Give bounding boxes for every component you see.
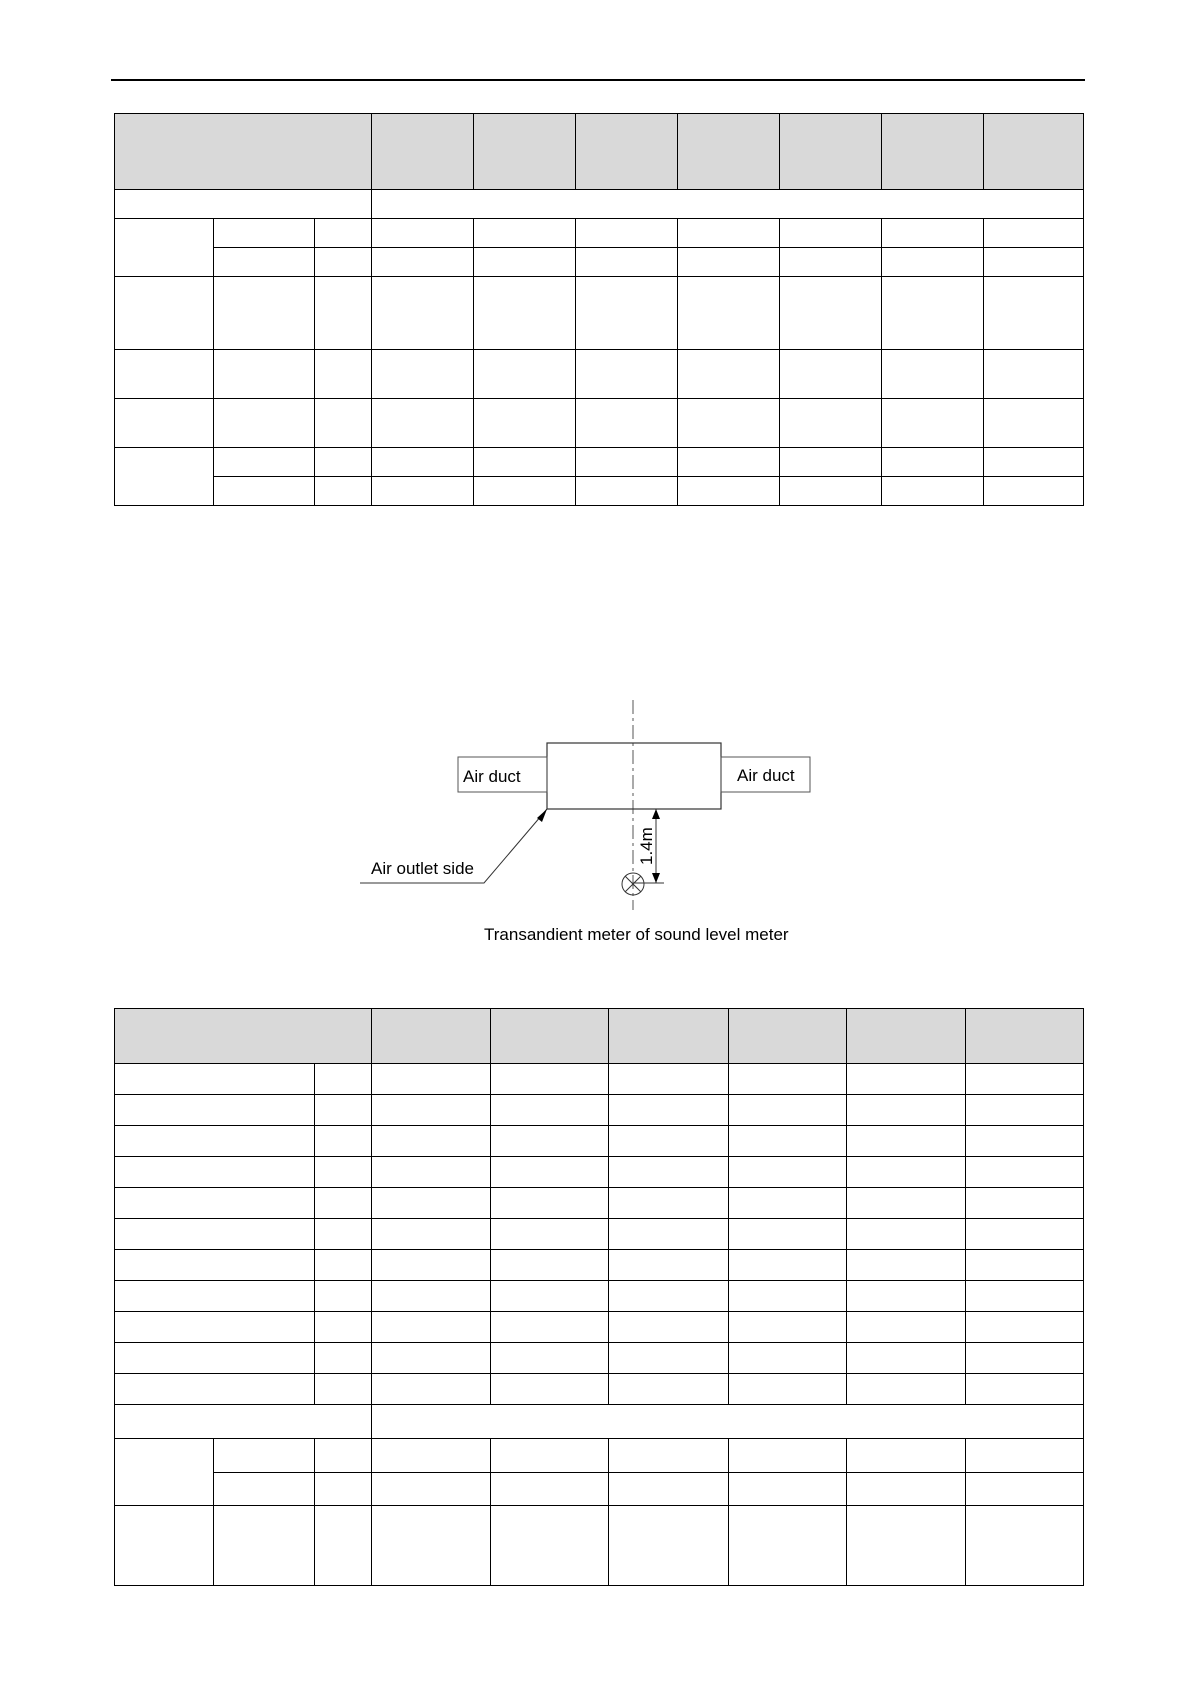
label-cell bbox=[115, 1343, 315, 1374]
unit-cell bbox=[315, 1281, 372, 1312]
value-cell bbox=[847, 1312, 966, 1343]
label-cell bbox=[115, 1312, 315, 1343]
value-cell bbox=[966, 1126, 1084, 1157]
value-cell bbox=[847, 1250, 966, 1281]
value-cell bbox=[678, 219, 780, 248]
value-cell bbox=[609, 1473, 729, 1506]
value-cell bbox=[966, 1188, 1084, 1219]
group-cell bbox=[115, 277, 214, 350]
value-cell bbox=[966, 1281, 1084, 1312]
table-row bbox=[115, 350, 1084, 399]
value-cell bbox=[491, 1281, 609, 1312]
table-row bbox=[115, 1126, 1084, 1157]
duct-right-label: Air duct bbox=[737, 766, 795, 785]
value-cell bbox=[372, 1157, 491, 1188]
value-cell bbox=[678, 350, 780, 399]
value-cell bbox=[780, 350, 882, 399]
label-cell bbox=[214, 1439, 315, 1473]
value-cell bbox=[729, 1281, 847, 1312]
label-cell bbox=[115, 1126, 315, 1157]
value-cell bbox=[576, 277, 678, 350]
value-cell bbox=[966, 1312, 1084, 1343]
label-cell bbox=[214, 1506, 315, 1586]
value-cell bbox=[678, 477, 780, 506]
value-cell bbox=[474, 477, 576, 506]
label-cell bbox=[115, 1157, 315, 1188]
value-cell bbox=[780, 277, 882, 350]
table-row bbox=[115, 248, 1084, 277]
header-cell bbox=[115, 1009, 372, 1064]
value-cell bbox=[984, 219, 1084, 248]
duct-left-label: Air duct bbox=[463, 767, 521, 786]
value-cell bbox=[780, 219, 882, 248]
unit-cell bbox=[315, 1473, 372, 1506]
value-cell bbox=[984, 399, 1084, 448]
value-cell bbox=[576, 399, 678, 448]
value-cell bbox=[372, 1219, 491, 1250]
value-cell bbox=[491, 1126, 609, 1157]
value-cell bbox=[984, 477, 1084, 506]
value-cell bbox=[491, 1188, 609, 1219]
value-cell bbox=[678, 399, 780, 448]
value-cell bbox=[847, 1188, 966, 1219]
value-cell bbox=[474, 219, 576, 248]
table-row bbox=[115, 1219, 1084, 1250]
value-cell bbox=[609, 1281, 729, 1312]
value-cell bbox=[372, 1250, 491, 1281]
value-cell bbox=[780, 477, 882, 506]
value-cell bbox=[966, 1439, 1084, 1473]
table-header-row bbox=[115, 1009, 1084, 1064]
table-row bbox=[115, 219, 1084, 248]
value-cell bbox=[780, 248, 882, 277]
value-cell bbox=[609, 1157, 729, 1188]
label-cell bbox=[115, 1281, 315, 1312]
value-cell bbox=[491, 1473, 609, 1506]
value-cell bbox=[847, 1157, 966, 1188]
value-cell bbox=[847, 1064, 966, 1095]
group-cell bbox=[115, 219, 214, 277]
value-cell bbox=[847, 1374, 966, 1405]
value-cell bbox=[847, 1126, 966, 1157]
value-cell bbox=[372, 1064, 491, 1095]
model-header-cell bbox=[491, 1009, 609, 1064]
model-header-cell bbox=[372, 1009, 491, 1064]
value-cell bbox=[576, 448, 678, 477]
table-row bbox=[115, 1250, 1084, 1281]
value-cell bbox=[729, 1343, 847, 1374]
value-cell bbox=[729, 1095, 847, 1126]
value-cell bbox=[966, 1157, 1084, 1188]
unit-cell bbox=[315, 1188, 372, 1219]
table-row bbox=[115, 190, 1084, 219]
label-cell bbox=[214, 1473, 315, 1506]
unit-cell bbox=[315, 1095, 372, 1126]
value-cell bbox=[609, 1095, 729, 1126]
value-cell bbox=[372, 1312, 491, 1343]
value-cell bbox=[984, 248, 1084, 277]
label-cell bbox=[115, 1095, 315, 1126]
group-cell bbox=[115, 350, 214, 399]
label-cell bbox=[214, 477, 315, 506]
value-cell bbox=[780, 448, 882, 477]
label-cell bbox=[214, 277, 315, 350]
value-cell bbox=[372, 277, 474, 350]
value-cell bbox=[882, 219, 984, 248]
value-cell bbox=[609, 1374, 729, 1405]
label-cell bbox=[214, 350, 315, 399]
value-cell bbox=[729, 1506, 847, 1586]
value-cell bbox=[576, 219, 678, 248]
model-header-cell bbox=[847, 1009, 966, 1064]
value-cell bbox=[882, 277, 984, 350]
value-cell bbox=[491, 1312, 609, 1343]
value-cell bbox=[847, 1439, 966, 1473]
model-header-cell bbox=[576, 114, 678, 190]
value-cell bbox=[966, 1219, 1084, 1250]
value-cell bbox=[372, 399, 474, 448]
value-cell bbox=[609, 1126, 729, 1157]
table-row bbox=[115, 1095, 1084, 1126]
value-cell bbox=[966, 1473, 1084, 1506]
value-cell bbox=[372, 1188, 491, 1219]
value-cell bbox=[491, 1439, 609, 1473]
unit-cell bbox=[315, 277, 372, 350]
value-cell bbox=[576, 350, 678, 399]
value-cell bbox=[609, 1343, 729, 1374]
header-cell bbox=[115, 114, 372, 190]
model-header-cell bbox=[678, 114, 780, 190]
table-header-row bbox=[115, 114, 1084, 190]
value-cell bbox=[847, 1343, 966, 1374]
table-row bbox=[115, 1064, 1084, 1095]
value-cell bbox=[474, 277, 576, 350]
label-cell bbox=[115, 190, 372, 219]
value-cell bbox=[609, 1250, 729, 1281]
unit-cell bbox=[315, 1250, 372, 1281]
unit-cell bbox=[315, 1374, 372, 1405]
value-cell bbox=[678, 448, 780, 477]
table-row bbox=[115, 1405, 1084, 1439]
value-cell bbox=[966, 1506, 1084, 1586]
value-cell bbox=[966, 1374, 1084, 1405]
model-header-cell bbox=[780, 114, 882, 190]
value-cell bbox=[729, 1188, 847, 1219]
model-header-cell bbox=[372, 114, 474, 190]
unit-body bbox=[547, 743, 721, 809]
value-cell bbox=[372, 350, 474, 399]
value-cell bbox=[491, 1219, 609, 1250]
value-cell bbox=[729, 1126, 847, 1157]
value-cell bbox=[372, 448, 474, 477]
unit-cell bbox=[315, 477, 372, 506]
value-cell bbox=[474, 399, 576, 448]
table-row bbox=[115, 1157, 1084, 1188]
label-cell bbox=[115, 1188, 315, 1219]
value-cell bbox=[729, 1439, 847, 1473]
unit-cell bbox=[315, 1312, 372, 1343]
label-cell bbox=[214, 399, 315, 448]
model-header-cell bbox=[882, 114, 984, 190]
value-cell bbox=[729, 1064, 847, 1095]
value-cell bbox=[609, 1188, 729, 1219]
value-cell bbox=[882, 477, 984, 506]
outlet-label: Air outlet side bbox=[371, 859, 474, 878]
value-cell bbox=[847, 1095, 966, 1126]
unit-cell bbox=[315, 1439, 372, 1473]
figure-caption: Transandient meter of sound level meter bbox=[484, 925, 789, 944]
value-cell bbox=[678, 277, 780, 350]
value-cell bbox=[678, 248, 780, 277]
value-cell bbox=[729, 1219, 847, 1250]
value-cell bbox=[474, 248, 576, 277]
label-cell bbox=[115, 1250, 315, 1281]
value-cell bbox=[372, 190, 1084, 219]
value-cell bbox=[576, 477, 678, 506]
unit-cell bbox=[315, 1157, 372, 1188]
sound-measurement-diagram bbox=[350, 695, 830, 955]
value-cell bbox=[474, 350, 576, 399]
leader-arrow-icon bbox=[537, 809, 547, 822]
value-cell bbox=[966, 1095, 1084, 1126]
value-cell bbox=[847, 1506, 966, 1586]
group-cell bbox=[115, 399, 214, 448]
model-header-cell bbox=[474, 114, 576, 190]
value-cell bbox=[372, 219, 474, 248]
value-cell bbox=[372, 1473, 491, 1506]
group-cell bbox=[115, 448, 214, 506]
value-cell bbox=[882, 448, 984, 477]
unit-cell bbox=[315, 1506, 372, 1586]
table-row bbox=[115, 448, 1084, 477]
label-cell bbox=[115, 1374, 315, 1405]
value-cell bbox=[882, 399, 984, 448]
label-cell bbox=[115, 1405, 372, 1439]
table-row bbox=[115, 399, 1084, 448]
model-header-cell bbox=[984, 114, 1084, 190]
table-row bbox=[115, 1374, 1084, 1405]
value-cell bbox=[372, 1095, 491, 1126]
table-row bbox=[115, 477, 1084, 506]
value-cell bbox=[372, 1343, 491, 1374]
value-cell bbox=[491, 1343, 609, 1374]
value-cell bbox=[576, 248, 678, 277]
unit-cell bbox=[315, 219, 372, 248]
value-cell bbox=[780, 399, 882, 448]
header-rule bbox=[111, 79, 1085, 81]
model-header-cell bbox=[609, 1009, 729, 1064]
table-row bbox=[115, 1281, 1084, 1312]
table-row bbox=[115, 1312, 1084, 1343]
value-cell bbox=[729, 1374, 847, 1405]
unit-cell bbox=[315, 1219, 372, 1250]
value-cell bbox=[984, 277, 1084, 350]
label-cell bbox=[115, 1219, 315, 1250]
value-cell bbox=[372, 1126, 491, 1157]
value-cell bbox=[966, 1250, 1084, 1281]
value-cell bbox=[372, 1506, 491, 1586]
value-cell bbox=[372, 248, 474, 277]
value-cell bbox=[491, 1064, 609, 1095]
value-cell bbox=[847, 1473, 966, 1506]
value-cell bbox=[372, 1374, 491, 1405]
value-cell bbox=[729, 1312, 847, 1343]
unit-cell bbox=[315, 1343, 372, 1374]
unit-cell bbox=[315, 399, 372, 448]
value-cell bbox=[491, 1095, 609, 1126]
table-row bbox=[115, 1188, 1084, 1219]
label-cell bbox=[115, 1064, 315, 1095]
group-cell bbox=[115, 1439, 214, 1506]
dimension-arrow-down-icon bbox=[652, 873, 660, 883]
model-header-cell bbox=[729, 1009, 847, 1064]
model-header-cell bbox=[966, 1009, 1084, 1064]
table-row bbox=[115, 1343, 1084, 1374]
distance-label: 1.4m bbox=[637, 827, 656, 865]
value-cell bbox=[372, 1281, 491, 1312]
value-cell bbox=[491, 1157, 609, 1188]
table-row bbox=[115, 277, 1084, 350]
value-cell bbox=[882, 350, 984, 399]
value-cell bbox=[491, 1506, 609, 1586]
value-cell bbox=[729, 1473, 847, 1506]
table-row bbox=[115, 1506, 1084, 1586]
unit-cell bbox=[315, 1126, 372, 1157]
value-cell bbox=[491, 1374, 609, 1405]
label-cell bbox=[214, 248, 315, 277]
value-cell bbox=[372, 1405, 1084, 1439]
value-cell bbox=[609, 1506, 729, 1586]
value-cell bbox=[609, 1312, 729, 1343]
value-cell bbox=[984, 448, 1084, 477]
value-cell bbox=[966, 1064, 1084, 1095]
group-cell bbox=[115, 1506, 214, 1586]
dimension-arrow-up-icon bbox=[652, 809, 660, 819]
value-cell bbox=[729, 1250, 847, 1281]
label-cell bbox=[214, 219, 315, 248]
value-cell bbox=[984, 350, 1084, 399]
unit-cell bbox=[315, 448, 372, 477]
value-cell bbox=[372, 1439, 491, 1473]
value-cell bbox=[847, 1219, 966, 1250]
value-cell bbox=[609, 1219, 729, 1250]
value-cell bbox=[847, 1281, 966, 1312]
value-cell bbox=[882, 248, 984, 277]
unit-cell bbox=[315, 248, 372, 277]
value-cell bbox=[474, 448, 576, 477]
specification-table-2 bbox=[114, 1008, 1084, 1586]
value-cell bbox=[966, 1343, 1084, 1374]
unit-cell bbox=[315, 350, 372, 399]
value-cell bbox=[372, 477, 474, 506]
value-cell bbox=[491, 1250, 609, 1281]
table-row bbox=[115, 1473, 1084, 1506]
table-row bbox=[115, 1439, 1084, 1473]
specification-table-1 bbox=[114, 113, 1084, 506]
label-cell bbox=[214, 448, 315, 477]
value-cell bbox=[609, 1064, 729, 1095]
unit-cell bbox=[315, 1064, 372, 1095]
value-cell bbox=[729, 1157, 847, 1188]
value-cell bbox=[609, 1439, 729, 1473]
